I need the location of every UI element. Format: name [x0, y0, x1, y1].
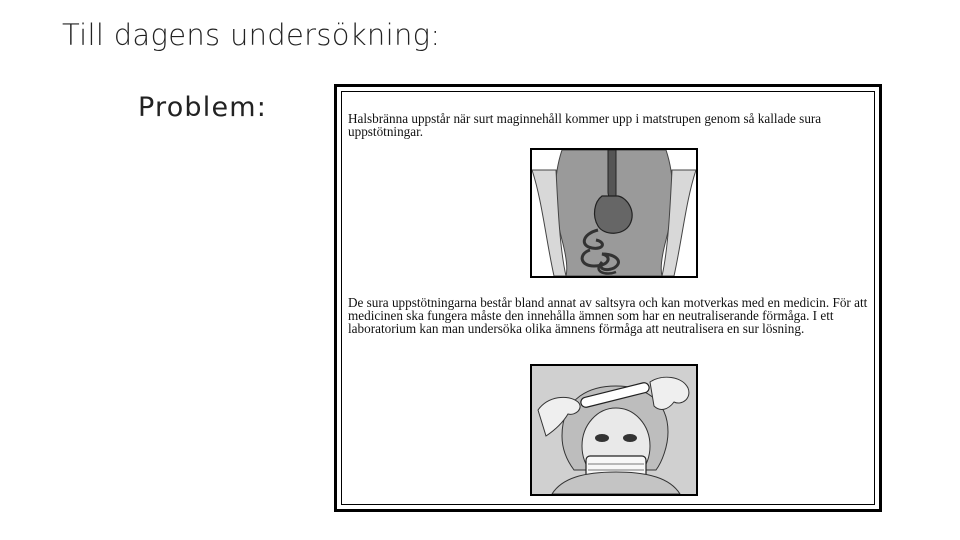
worksheet-frame: [341, 91, 875, 505]
esophagus: [608, 150, 616, 200]
scientist-left-eye: [595, 434, 609, 442]
problem-heading: Problem:: [138, 92, 268, 123]
worksheet-image: [334, 84, 882, 512]
worksheet-paragraph-acid: De sura uppstötningarna består bland annat av saltsyra och kan motverkas med en medicin. För att medicinen ska fungera måste den innehålla ämnen som har en neutraliserande förmåga. I ett laboratorium kan man undersöka olika ämnens förmåga att neutralisera en sur lösning.: [348, 295, 868, 336]
scientist-right-eye: [623, 434, 637, 442]
lab-scientist-illustration: [530, 364, 698, 496]
worksheet-paragraph-heartburn: Halsbränna uppstår när surt maginnehåll kommer upp i matstrupen genom så kallade sura uppstötningar.: [348, 111, 822, 139]
torso-illustration: [530, 148, 698, 278]
stomach: [595, 196, 633, 233]
slide-title: Till dagens undersökning:: [62, 18, 441, 52]
